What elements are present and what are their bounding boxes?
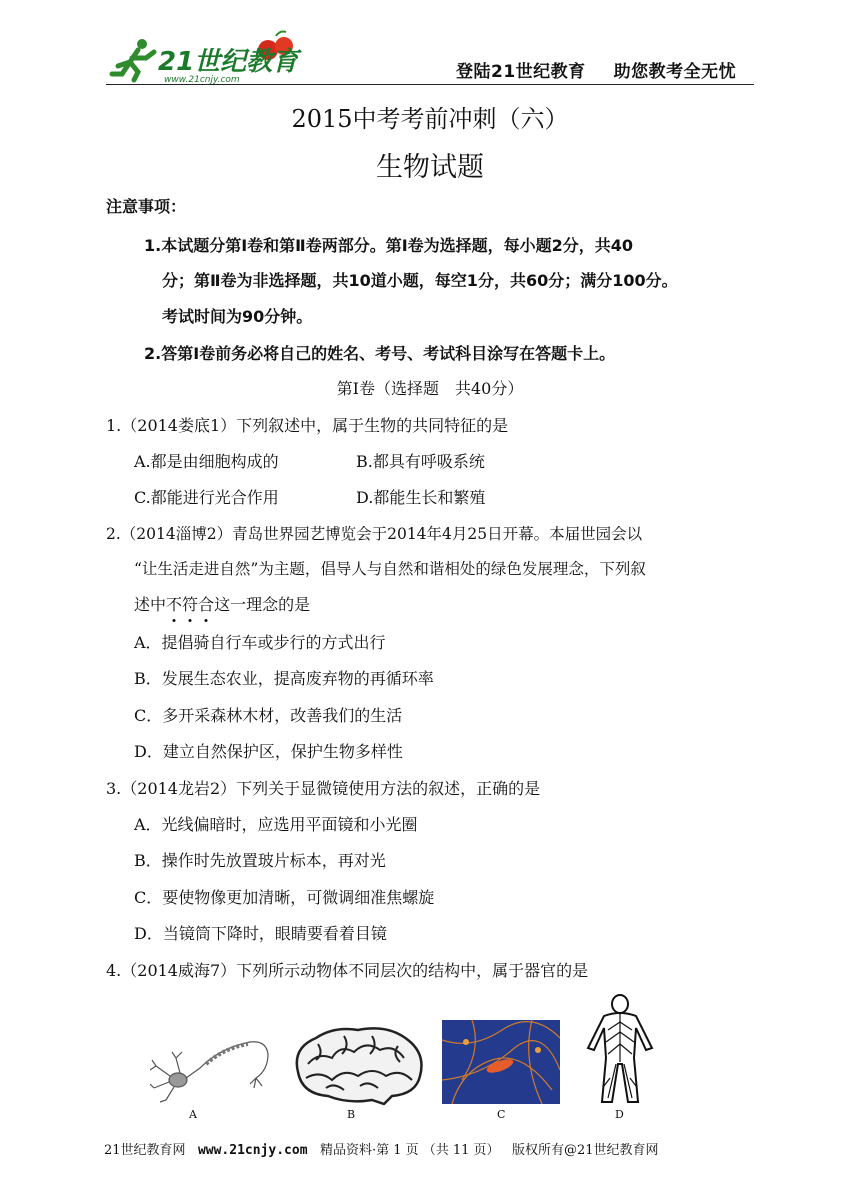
q2-emphasis xyxy=(166,595,214,614)
q1-option-c: C.都能进行光合作用 xyxy=(134,488,279,507)
q3-stem: 3.（2014龙岩2）下列关于显微镜使用方法的叙述，正确的是 xyxy=(106,779,541,798)
q1-stem: 1.（2014娄底1）下列叙述中，属于生物的共同特征的是 xyxy=(106,416,509,435)
emph-char: 合 xyxy=(198,592,214,615)
q1-option-b: B.都具有呼吸系统 xyxy=(356,452,485,471)
q3-option-b: B．操作时先放置玻片标本，再对光 xyxy=(134,851,386,870)
figure-label-d: D xyxy=(615,1108,624,1121)
figure-label-c: C xyxy=(497,1108,506,1121)
footer-site: 21世纪教育网 xyxy=(104,1143,186,1158)
logo-text: 21世纪教育 xyxy=(158,47,299,77)
exam-title: 2015中考考前冲刺（六） xyxy=(291,105,569,133)
notice-item1-line3: 考试时间为90分钟。 xyxy=(162,307,313,326)
q2-option-d: D．建立自然保护区，保护生物多样性 xyxy=(134,742,403,761)
notice-item2: 2.答第Ⅰ卷前务必将自己的姓名、考号、考试科目涂写在答题卡上。 xyxy=(144,344,616,363)
q2-line3-pre: 述中 xyxy=(134,595,167,614)
q2-option-c: C．多开采森林木材，改善我们的生活 xyxy=(134,706,403,725)
q2-option-a: A．提倡骑自行车或步行的方式出行 xyxy=(134,633,386,652)
figure-b-brain xyxy=(288,1024,428,1108)
slogan-left: 登陆21世纪教育 xyxy=(456,62,586,82)
emph-char: 符 xyxy=(182,592,198,615)
header-slogan xyxy=(456,57,736,82)
q4-stem: 4.（2014威海7）下列所示动物体不同层次的结构中，属于器官的是 xyxy=(106,961,589,980)
q3-option-c: C．要使物像更加清晰，可微调细准焦螺旋 xyxy=(134,888,435,907)
figure-d-nervous-system xyxy=(574,994,666,1106)
site-logo xyxy=(108,28,308,84)
footer-page-info: 精品资料·第 1 页 （共 11 页） xyxy=(319,1143,500,1158)
q1-option-d: D.都能生长和繁殖 xyxy=(356,488,486,507)
q1-option-a: A.都是由细胞构成的 xyxy=(134,452,279,471)
q3-option-d: D．当镜筒下降时，眼睛要看着目镜 xyxy=(134,924,387,943)
notice-item1-line1: 1.本试题分第Ⅰ卷和第Ⅱ卷两部分。第Ⅰ卷为选择题，每小题2分，共40 xyxy=(144,236,634,255)
exam-subtitle: 生物试题 xyxy=(376,152,484,183)
notice-item1-line2: 分；第Ⅱ卷为非选择题，共10道小题，每空1分，共60分；满分100分。 xyxy=(162,271,678,290)
figure-a-neuron xyxy=(150,1018,270,1104)
footer-url[interactable]: www.21cnjy.com xyxy=(197,1143,308,1158)
slogan-right: 助您教考全无忧 xyxy=(613,62,737,82)
q2-option-b: B．发展生态农业，提高废弃物的再循环率 xyxy=(134,669,434,688)
q3-option-a: A．光线偏暗时，应选用平面镜和小光圈 xyxy=(134,815,418,834)
figure-label-b: B xyxy=(347,1108,356,1121)
q2-line3 xyxy=(134,592,310,615)
figure-c-nerve-tissue xyxy=(442,1020,560,1104)
section-heading: 第Ⅰ卷（选择题 共40分） xyxy=(336,379,524,398)
logo-url: www.21cnjy.com xyxy=(164,75,240,84)
q2-line1: 2.（2014淄博2）青岛世界园艺博览会于2014年4月25日开幕。本届世园会以 xyxy=(106,525,643,543)
emph-char: 不 xyxy=(166,592,182,615)
q2-line3-post: 这一理念的是 xyxy=(214,595,311,614)
footer-copyright: 版权所有@21世纪教育网 xyxy=(511,1143,659,1158)
notice-heading: 注意事项： xyxy=(106,197,187,216)
header-divider xyxy=(106,84,754,85)
figure-label-a: A xyxy=(189,1108,197,1121)
q2-line2: “让生活走进自然”为主题，倡导人与自然和谐相处的绿色发展理念，下列叙 xyxy=(134,560,646,578)
page-footer xyxy=(104,1139,659,1158)
